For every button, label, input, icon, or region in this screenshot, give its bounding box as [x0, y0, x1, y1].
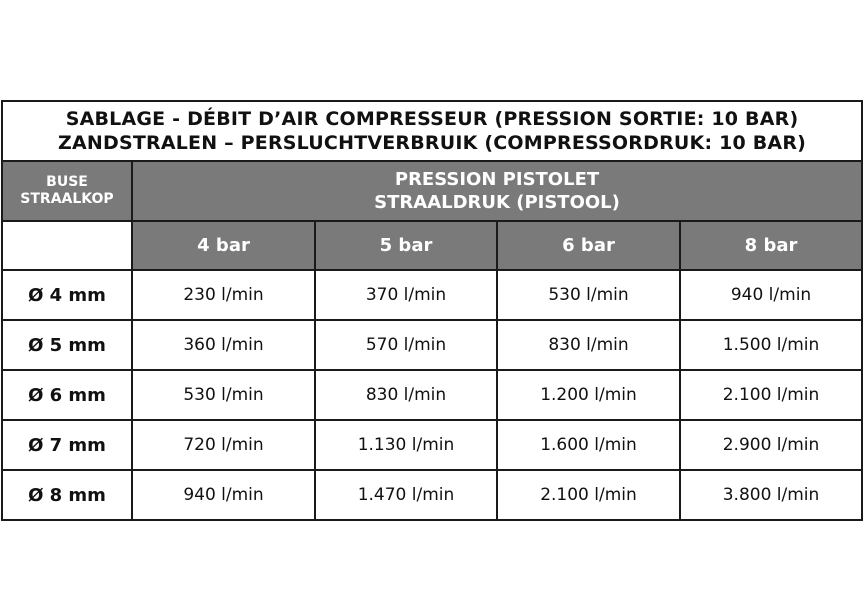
column-header: 5 bar — [315, 221, 497, 270]
table-title — [2, 101, 862, 161]
table-row — [2, 270, 862, 320]
table-cell: 830 l/min — [315, 370, 497, 420]
pressure-header — [132, 161, 862, 221]
empty-corner-cell — [2, 221, 132, 270]
row-label: Ø 6 mm — [2, 370, 132, 420]
table-cell: 1.200 l/min — [497, 370, 680, 420]
title-row — [2, 101, 862, 161]
column-header: 4 bar — [132, 221, 315, 270]
table-cell: 370 l/min — [315, 270, 497, 320]
table-cell: 1.470 l/min — [315, 470, 497, 520]
table-cell: 1.500 l/min — [680, 320, 862, 370]
nozzle-header-fr: BUSE — [46, 174, 88, 190]
table-cell: 2.900 l/min — [680, 420, 862, 470]
table-cell: 360 l/min — [132, 320, 315, 370]
table-row — [2, 420, 862, 470]
group-header-row — [2, 161, 862, 221]
air-consumption-table — [1, 100, 863, 521]
nozzle-header — [2, 161, 132, 221]
table-cell: 830 l/min — [497, 320, 680, 370]
pressure-header-fr: PRESSION PISTOLET — [394, 169, 600, 190]
table-cell: 720 l/min — [132, 420, 315, 470]
table-cell: 3.800 l/min — [680, 470, 862, 520]
column-header-row — [2, 221, 862, 270]
row-label: Ø 8 mm — [2, 470, 132, 520]
column-header: 8 bar — [680, 221, 862, 270]
table-cell: 530 l/min — [497, 270, 680, 320]
title-line-1: SABLAGE - DÉBIT D’AIR COMPRESSEUR (PRESSION SORTIE: 10 BAR) — [65, 108, 799, 130]
table-cell: 570 l/min — [315, 320, 497, 370]
table-cell: 2.100 l/min — [680, 370, 862, 420]
row-label: Ø 5 mm — [2, 320, 132, 370]
table-cell: 1.600 l/min — [497, 420, 680, 470]
table-cell: 1.130 l/min — [315, 420, 497, 470]
title-line-2: ZANDSTRALEN – PERSLUCHTVERBRUIK (COMPRESSORDRUK: 10 BAR) — [58, 132, 807, 154]
row-label: Ø 4 mm — [2, 270, 132, 320]
table-cell: 230 l/min — [132, 270, 315, 320]
nozzle-header-nl: STRAALKOP — [20, 191, 114, 207]
table-row — [2, 320, 862, 370]
table-row — [2, 370, 862, 420]
row-label: Ø 7 mm — [2, 420, 132, 470]
table-cell: 530 l/min — [132, 370, 315, 420]
table-cell: 940 l/min — [680, 270, 862, 320]
table-row — [2, 470, 862, 520]
table-cell: 940 l/min — [132, 470, 315, 520]
pressure-header-nl: STRAALDRUK (PISTOOL) — [374, 192, 620, 213]
column-header: 6 bar — [497, 221, 680, 270]
table-cell: 2.100 l/min — [497, 470, 680, 520]
